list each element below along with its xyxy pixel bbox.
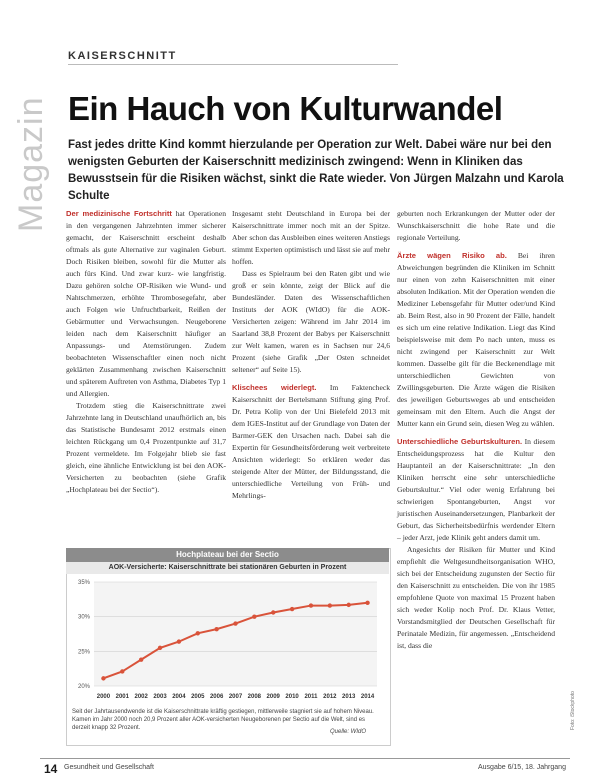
data-point bbox=[101, 676, 105, 680]
y-tick-label: 30% bbox=[77, 614, 90, 621]
data-point bbox=[158, 646, 162, 650]
x-tick-label: 2014 bbox=[360, 694, 375, 700]
publication-name: Gesundheit und Gesellschaft bbox=[64, 764, 154, 771]
x-tick-label: 2004 bbox=[172, 694, 186, 700]
chart-source: Quelle: WIdO bbox=[330, 729, 367, 735]
x-tick-label: 2011 bbox=[304, 694, 318, 700]
data-point bbox=[347, 603, 351, 607]
chart-title: Hochplateau bei der Sectio bbox=[66, 548, 389, 562]
data-point bbox=[271, 610, 275, 614]
photo-credit bbox=[570, 612, 580, 732]
page-number: 14 bbox=[44, 762, 58, 776]
chart-caption: Seit der Jahrtausendwende ist die Kaiserschnittrate kräftig gestiegen, mittlerweile stagniert sie auf hohem Niveau. Kamen im Jahr 2000 noch 20,9 Prozent aller AOK-versicherten Neugeborenen per Sectio auf die Welt, sind es derzeit knapp 32 Prozent. bbox=[72, 709, 374, 731]
column-3-lead-1: Ärzte wägen Risiko ab. bbox=[397, 251, 507, 260]
kicker: KAISERSCHNITT bbox=[68, 50, 177, 62]
column-1-paragraph-2: Trotzdem stieg die Kaiserschnittrate zwei Jahrzehnte lang in Deutschland unaufhörlich an, bis das Statistische Bundesamt 2012 erstmals einen leichten Rückgang um 0,4 Prozentpunkte auf 31,7 Prozent vermeldete. Im Folgejahr blieb sie fast gleich, eine ähnliche Entwicklung ist bei den AOK-Versicherten zu beobachten (siehe Grafik „Hochplateau bei der Sectio“). bbox=[66, 401, 226, 494]
x-tick-label: 2008 bbox=[247, 694, 262, 700]
data-point bbox=[252, 614, 256, 618]
article-column-2 bbox=[232, 208, 390, 502]
data-point bbox=[328, 603, 332, 607]
section-label: Magazin bbox=[12, 96, 50, 232]
data-point bbox=[214, 627, 218, 631]
y-tick-label: 35% bbox=[77, 580, 90, 586]
x-tick-label: 2003 bbox=[153, 694, 167, 700]
data-point bbox=[139, 657, 143, 661]
data-point bbox=[290, 607, 294, 611]
column-2-paragraph-2: Dass es Spielraum bei den Raten gibt und wie groß er sein könnte, zeigt der Blick auf die Bundesländer. Daten des Wissenschaftlichen Instituts der AOK (WIdO) für die AOK-Versicherten zeigen: Während im Jahr 2014 im Saarland 38,8 Prozent der Babys per Kaiserschnitt zur Welt kamen, waren es in Sachsen nur 24,6 Prozent (siehe Grafik „Der Osten schneidet seltener“ auf Seite 15). bbox=[232, 269, 390, 374]
x-tick-label: 2000 bbox=[96, 694, 111, 700]
column-3-paragraph-1: geburten noch Erkrankungen der Mutter oder der Wunschkaiserschnitt die hohe Rate und die regionale Verteilung. bbox=[397, 209, 555, 242]
x-tick-label: 2012 bbox=[323, 694, 337, 700]
issue-info: Ausgabe 6/15, 18. Jahrgang bbox=[478, 764, 566, 771]
article-column-1 bbox=[66, 208, 226, 496]
data-point bbox=[177, 639, 181, 643]
x-tick-label: 2001 bbox=[115, 694, 129, 700]
data-point bbox=[233, 621, 237, 625]
column-3-lead-2: Unterschiedliche Geburtskulturen. bbox=[397, 437, 523, 446]
column-2-lead: Klischees widerlegt. bbox=[232, 383, 317, 392]
x-tick-label: 2005 bbox=[191, 694, 205, 700]
x-tick-label: 2007 bbox=[228, 694, 243, 700]
column-3-paragraph-2 bbox=[397, 250, 555, 430]
column-3-text-1: Bei ihren Abweichungen begründen die Kliniken im Schnitt nur einen von zehn Kaiserschnitten mit einer absoluten Indikation. Mit der Operation wenden die Mediziner Lebensgefahr für Mutter oder/und Kind ab. Beim Rest, also in 90 Prozent der Fälle, handelt es sich um eine relative Indikation. Liegt das Kind beispielsweise mit dem Po nach unten, muss es nicht zwingend per Kaiserschnitt zur Welt kommen. Dasselbe gilt für die Beckenendlage mit unterschiedlichen Gewichten von Zwillingsgeburten. Die Ärzte wägen die Risiken des jeweiligen Geburtsweges ab und entscheiden gemeinsam mit den Eltern. Auch die Angst der Mutter kann ein Grund sein, diesen Weg zu wählen. bbox=[397, 251, 555, 428]
data-point bbox=[196, 631, 200, 635]
x-tick-label: 2013 bbox=[342, 694, 356, 700]
column-3-text-2: In diesem Entscheidungsprozess hat die Kultur den Hauptanteil an der Kaiserschnittrate: „In den Kliniken herrscht eine sehr unterschiedliche Geburtskultur.“ Viel oder wenig Erfahrung bei schwierigen Spontangeburten, Angst vor juristischen Auseinandersetzungen, Planbarkeit der Geburt, das Sicherheitsbedürfnis werdender Eltern – jeder Arzt, jede Klinik geht anders damit um. bbox=[397, 437, 555, 542]
data-point bbox=[365, 601, 369, 605]
chart-plot-area bbox=[94, 582, 377, 686]
kicker-divider bbox=[68, 64, 398, 65]
column-2-paragraph-3 bbox=[232, 382, 390, 502]
x-tick-label: 2009 bbox=[266, 694, 280, 700]
chart-plot bbox=[66, 574, 389, 706]
y-tick-label: 20% bbox=[77, 684, 90, 690]
data-point bbox=[120, 669, 124, 673]
x-tick-label: 2002 bbox=[134, 694, 148, 700]
column-1-paragraph-1 bbox=[66, 208, 226, 400]
column-1-lead: Der medizinische Fortschritt bbox=[66, 209, 172, 218]
photo-credit-text: Foto: iStockphoto bbox=[570, 691, 576, 730]
column-2-paragraph-1: Insgesamt steht Deutschland in Europa bei der Kaiserschnittrate immer noch mit an der Spitze. Aber schon das Ausbleiben eines weiteren Anstiegs stimmt Experten optimistisch und lässt sie auf mehr hoffen. bbox=[232, 209, 390, 266]
section-label-vertical bbox=[8, 40, 48, 240]
x-tick-label: 2006 bbox=[209, 694, 224, 700]
column-3-paragraph-4: Angesichts der Risiken für Mutter und Kind empfiehlt die Weltgesundheitsorganisation WHO, sich bei der Entscheidung zugunsten der Sectio für den Kaiserschnitt zu entscheiden. Die von ihr 1985 empfohlene Quote von maximal 15 Prozent haben sich weder Kolip noch Prof. Dr. Klaus Vetter, Vorstandsmitglied der Deutschen Gesellschaft für Perinatale Medizin, für angemessen. „Entscheidend ist, dass die bbox=[397, 545, 555, 650]
article-intro: Fast jedes dritte Kind kommt hierzulande per Operation zur Welt. Dabei wäre nur bei den wenigsten Geburten der Kaiserschnitt medizinisch zwingend: Wenn in Kliniken das Bewusstsein für die Risiken wächst, sinkt die Rate wieder. Von Jürgen Malzahn und Karola Schulte bbox=[68, 139, 564, 202]
column-2-text: Im Faktencheck Kaiserschnitt der Bertelsmann Stiftung ging Prof. Dr. Petra Kolip von der Uni Bielefeld 2013 mit dem IGES-Institut auf der Grundlage von Daten der Barmer-GEK den Ursachen nach. Dabei sah die Expertin für Gesundheitsförderung weit verbreitete Ansichten widerlegt: So erklären weder das steigende Alter der Mütter, der Bildungsstand, die unterschiedliche Verteilung von Früh- und Mehrlings- bbox=[232, 383, 391, 500]
article-title: Ein Hauch von Kulturwandel bbox=[68, 90, 503, 127]
column-3-paragraph-3 bbox=[397, 436, 555, 544]
column-1-text: hat Operationen in den vergangenen Jahrzehnten immer sicherer gemacht, der Kaiserschnitt erscheint deshalb oftmals als gute Alternative zur vaginalen Geburt. Doch Risiken bleiben, sowohl für die Mutter als auch fürs Kind. Und zwar kurz- wie langfristig. Dazu gehören solche OP-Risiken wie Wund- und Nahtschmerzen, erhöhte Thrombosegefahr, aber auch Folgen wie Unfruchtbarkeit, Reißen der Gebärmutter und Verwachsungen. Neugeborene leiden nach dem Kaiserschnitt häufiger an Anpassungs- und Atemstörungen. Zudem beobachteten Wissenschaftler einen noch nicht geklärten Zusammenhang zwischen Kaiserschnitt und späterem Auftreten von Asthma, Diabetes Typ 1 und Allergien. bbox=[66, 209, 226, 398]
footer-divider bbox=[40, 758, 570, 759]
y-tick-label: 25% bbox=[77, 649, 90, 656]
article-column-3 bbox=[397, 208, 555, 652]
x-tick-label: 2010 bbox=[285, 694, 299, 700]
chart-subtitle: AOK-Versicherte: Kaiserschnittrate bei stationären Geburten in Prozent bbox=[66, 562, 389, 574]
data-point bbox=[309, 603, 313, 607]
